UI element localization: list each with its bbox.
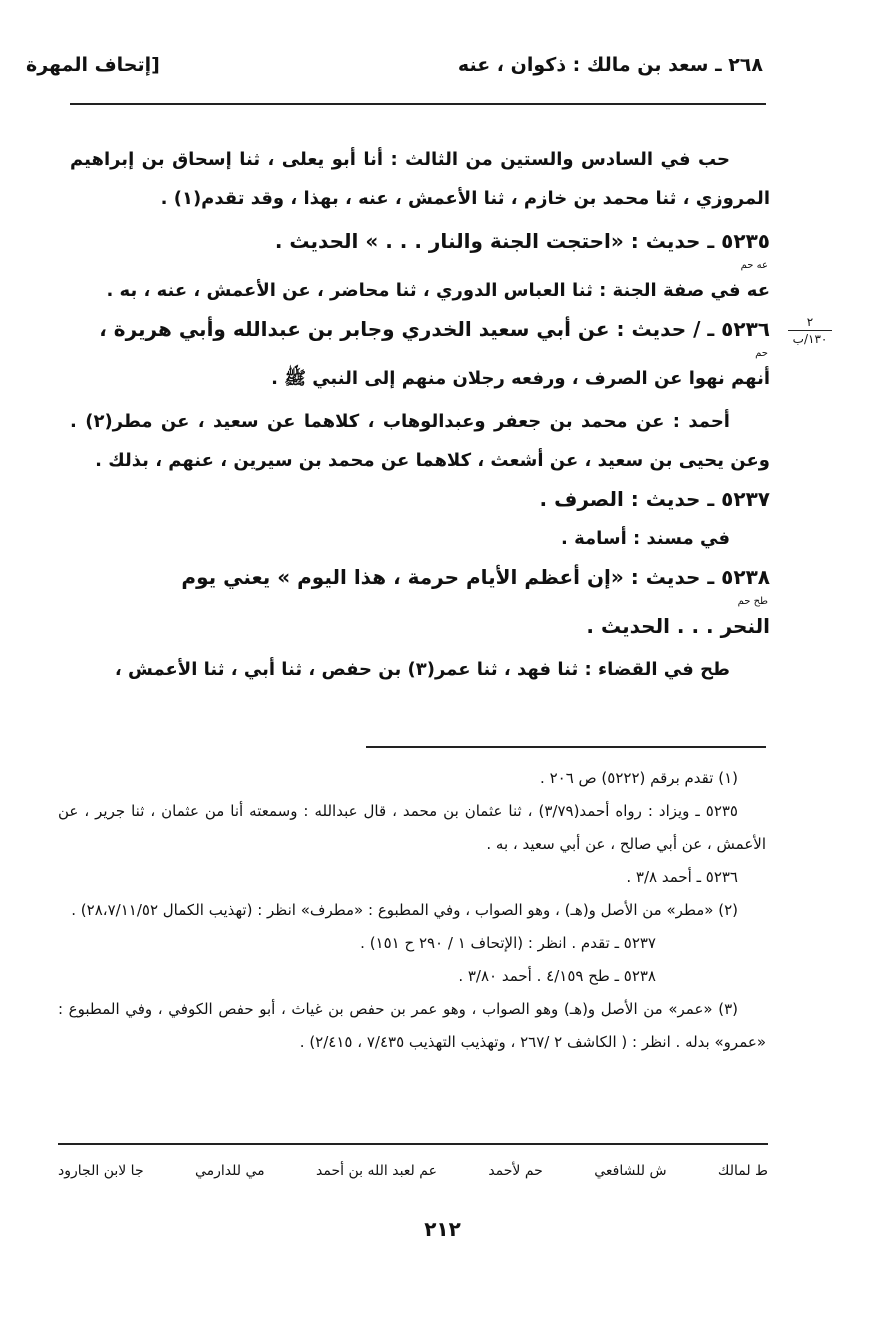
main-text [70,140,770,689]
page-number: ٢١٢ [424,1217,461,1241]
hadith-5238-heading: ٥٢٣٨ ـ حديث : «إن أعظم الأيام حرمة ، هذا اليوم » يعني يوم [181,565,770,589]
margin-note-bottom: ١٣٠/ب [792,332,828,346]
legend-item: حم لأحمد [488,1163,543,1179]
footnote-5237: ٥٢٣٧ ـ تقدم . انظر : (الإتحاف ١ / ٢٩٠ ح ١٥١) . [360,934,656,952]
paragraph-1: حب في السادس والستين من الثالث : أنا أبو يعلى ، ثنا إسحاق بن إبراهيم المروزي ، ثنا محمد بن خازم ، ثنا الأعمش ، عنه ، بهذا ، وقد تقدم(١) . [70,149,770,209]
margin-note-top: ٢ [788,314,832,331]
footnote-2: (٢) «مطر» من الأصل و(هـ) ، وهو الصواب ، وفي المطبوع : «مطرف» انظر : (تهذيب الكمال ٢٨،٧/١١/٥٢) . [71,901,738,919]
header-divider [70,103,766,105]
footnote-divider [366,746,766,748]
legend-item: عم لعبد الله بن أحمد [316,1163,437,1179]
footnote-5236: ٥٢٣٦ ـ أحمد ٣/٨ . [626,868,738,886]
footnote-1: (١) تقدم برقم (٥٢٢٢) ص ٢٠٦ . [540,769,738,787]
siglum-note-3: طح حم [737,596,768,607]
running-header-book: [إتحاف المهرة [26,54,160,76]
footnote-3: (٣) «عمر» من الأصل و(هـ) وهو الصواب ، وهو عمر بن حفص بن غياث ، أبو حفص الكوفي ، وفي المطبوع : «عمرو» بدله . انظر : ( الكاشف ٢ /٢٦٧ ، وتهذيب التهذيب ٧/٤٣٥ ، ٢/٤١٥) . [58,1000,766,1051]
abbreviation-legend [58,1163,768,1179]
paragraph-8: في مسند : أسامة . [561,528,730,549]
running-header-title: ٢٦٨ ـ سعد بن مالك : ذكوان ، عنه [457,54,763,76]
siglum-note-2: حم [755,348,768,359]
legend-item: ش للشافعي [594,1163,667,1179]
siglum-note-1: عه حم [740,260,768,271]
legend-item: ط لمالك [717,1163,768,1179]
footnote-5238: ٥٢٣٨ ـ طح ٤/١٥٩ . أحمد ٣/٨٠ . [458,967,656,985]
paragraph-11: طح في القضاء : ثنا فهد ، ثنا عمر(٣) بن حفص ، ثنا أبي ، ثنا الأعمش ، [114,659,730,680]
hadith-5237-heading: ٥٢٣٧ ـ حديث : الصرف . [539,487,770,511]
paragraph-10: النحر . . . الحديث . [586,614,770,638]
margin-folio-note [780,314,840,347]
footnotes [58,762,766,1059]
paragraph-5: أنهم نهوا عن الصرف ، ورفعه رجلان منهم إلى النبي ﷺ . [271,368,770,389]
hadith-5235-heading: ٥٢٣٥ ـ حديث : «احتجت الجنة والنار . . . » الحديث . [274,229,770,253]
legend-divider [58,1143,768,1145]
paragraph-3: عه في صفة الجنة : ثنا العباس الدوري ، ثنا محاضر ، عن الأعمش ، عنه ، به . [106,280,770,301]
hadith-5236-heading: ٥٢٣٦ ـ / حديث : عن أبي سعيد الخدري وجابر بن عبدالله وأبي هريرة ، [99,317,770,341]
legend-item: مي للدارمي [194,1163,265,1179]
legend-item: جا لابن الجارود [58,1163,144,1179]
footnote-5235: ٥٢٣٥ ـ ويزاد : رواه أحمد(٣/٧٩) ، ثنا عثمان بن محمد ، قال عبدالله : وسمعته أنا من عثمان ، ثنا جرير ، عن الأعمش ، عن أبي صالح ، عن أبي سعيد ، به . [58,802,766,853]
paragraph-6: أحمد : عن محمد بن جعفر وعبدالوهاب ، كلاهما عن سعيد ، عن مطر(٢) . وعن يحيى بن سعيد ، عن أشعث ، كلاهما عن محمد بن سيرين ، عنهم ، بذلك . [70,411,770,471]
